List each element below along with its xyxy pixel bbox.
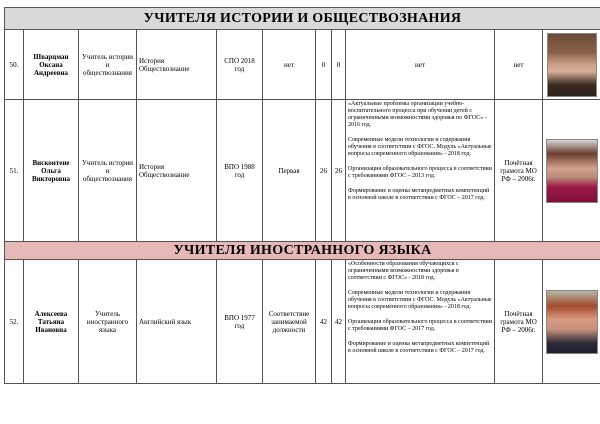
teacher-subject: Английский язык [137, 260, 217, 384]
table-row [5, 100, 600, 242]
row-number: 51. [5, 100, 24, 242]
teacher-courses [346, 100, 495, 242]
course-entry: «Особенности образования обучающихся с ограниченными возможностями здоровья в соответствии с ФГОС» - 2018 год. [348, 261, 459, 281]
teacher-position: Учитель истории и обществознания [79, 30, 137, 100]
teacher-awards: Почётная грамота МО РФ – 2006г. [495, 260, 543, 384]
teacher-education: СПО 2018 год [217, 30, 263, 100]
staff-table [4, 7, 600, 384]
portrait-photo-icon [547, 33, 597, 97]
teacher-subject: История Обществознание [137, 100, 217, 242]
teacher-name: Алексеева Татьяна Ивановна [24, 260, 79, 384]
course-entry: Организация образовательного процесса в соответствии с требованиями ФГОС – 2017 год. [348, 319, 492, 332]
teacher-education: ВПО 1977 год [217, 260, 263, 384]
course-entry: «Актуальные проблемы организации учебно-воспитательного процесса при обучении детей с ограниченными возможностями здоровья по ФГОС» - 2016 год. [348, 101, 487, 128]
course-entry: нет [415, 60, 425, 69]
course-entry: Современные модели технологии и содержания обучения в соответствии с ФГОС. Модуль «Актуальные вопросы современного образования» - 2018 год. [348, 137, 492, 157]
teacher-education: ВПО 1988 год [217, 100, 263, 242]
experience-pedagogical: 42 [332, 260, 346, 384]
experience-total: 0 [316, 30, 332, 100]
teacher-subject: История Обществознание [137, 30, 217, 100]
section-title-history: УЧИТЕЛЯ ИСТОРИИ И ОБЩЕСТВОЗНАНИЯ [5, 8, 600, 30]
teacher-name: Шварцман Оксана Андреевна [24, 30, 79, 100]
table-row [5, 30, 600, 100]
teacher-awards: нет [495, 30, 543, 100]
experience-pedagogical: 0 [332, 30, 346, 100]
staff-table-sheet [4, 7, 600, 384]
teacher-name: Висконтене Ольга Викторовна [24, 100, 79, 242]
teacher-courses [346, 260, 495, 384]
experience-total: 42 [316, 260, 332, 384]
portrait-photo-icon [546, 290, 598, 354]
photo-cell [543, 100, 600, 242]
course-entry: Современные модели технологии и содержания обучения в соответствии с ФГОС. Модуль «Актуальные вопросы современного образования» - 2018 год. [348, 290, 492, 310]
photo-cell [543, 260, 600, 384]
section-title-foreign-language: УЧИТЕЛЯ ИНОСТРАННОГО ЯЗЫКА [5, 242, 600, 260]
table-row [5, 260, 600, 384]
photo-cell [543, 30, 600, 100]
course-entry: Формирование и оценка метапредметных компетенций в основной школе в соответствии с ФГОС – 2017 год. [348, 341, 490, 354]
course-entry: Организация образовательного процесса в соответствии с требованиями ФГОС – 2013 год. [348, 166, 492, 179]
row-number: 50. [5, 30, 24, 100]
section-header-row [5, 8, 600, 30]
section-header-row [5, 242, 600, 260]
teacher-awards: Почётная грамота МО РФ – 2006г. [495, 100, 543, 242]
teacher-category: Соответствие занимаемой должности [263, 260, 316, 384]
portrait-photo-icon [546, 139, 598, 203]
row-number: 52. [5, 260, 24, 384]
teacher-category: нет [263, 30, 316, 100]
experience-total: 26 [316, 100, 332, 242]
teacher-courses [346, 30, 495, 100]
experience-pedagogical: 26 [332, 100, 346, 242]
teacher-position: Учитель иностранного языка [79, 260, 137, 384]
teacher-category: Первая [263, 100, 316, 242]
course-entry: Формирование и оценка метапредметных компетенций в основной школе в соответствии с ФГОС – 2017 год. [348, 188, 490, 201]
teacher-position: Учитель истории и обществознания [79, 100, 137, 242]
